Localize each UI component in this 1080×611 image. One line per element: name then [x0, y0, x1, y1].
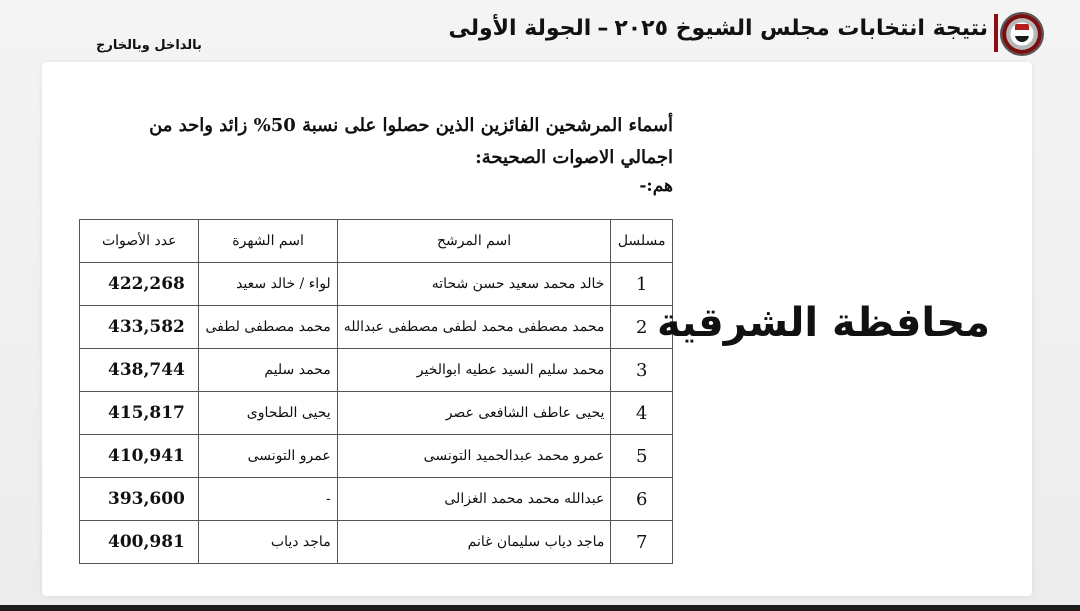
egypt-emblem-icon	[1002, 14, 1042, 54]
governorate-heading: محافظة الشرقية	[656, 300, 990, 346]
header-tagline: بالداخل وبالخارج	[96, 38, 202, 53]
cell-candidate-name: محمد مصطفى محمد لطفى مصطفى عبدالله	[337, 306, 611, 349]
cell-alias: ماجد دياب	[199, 521, 337, 564]
cell-alias: لواء / خالد سعيد	[199, 263, 337, 306]
header-alias: اسم الشهرة	[199, 220, 337, 263]
header-accent-bar	[994, 14, 998, 52]
table-row	[80, 392, 673, 435]
intro-sub-text: هم:-	[639, 176, 673, 196]
cell-alias: يحيى الطحاوى	[199, 392, 337, 435]
cell-serial: 4	[611, 392, 673, 435]
header-votes: عدد الأصوات	[80, 220, 199, 263]
table-row	[80, 263, 673, 306]
title-separator: –	[597, 16, 609, 41]
winners-table	[79, 219, 673, 564]
cell-candidate-name: عمرو محمد عبدالحميد التونسى	[337, 435, 611, 478]
page-title	[448, 16, 988, 41]
table-row	[80, 478, 673, 521]
table-row	[80, 306, 673, 349]
table-row	[80, 349, 673, 392]
cell-votes: 393,600	[80, 478, 199, 521]
cell-candidate-name: عبدالله محمد محمد الغزالى	[337, 478, 611, 521]
cell-serial: 1	[611, 263, 673, 306]
cell-votes: 433,582	[80, 306, 199, 349]
bottom-edge	[0, 605, 1080, 611]
cell-votes: 400,981	[80, 521, 199, 564]
cell-serial: 7	[611, 521, 673, 564]
cell-alias: محمد سليم	[199, 349, 337, 392]
cell-candidate-name: محمد سليم السيد عطيه ابوالخير	[337, 349, 611, 392]
cell-votes: 422,268	[80, 263, 199, 306]
cell-votes: 415,817	[80, 392, 199, 435]
cell-serial: 3	[611, 349, 673, 392]
table-row	[80, 435, 673, 478]
cell-serial: 5	[611, 435, 673, 478]
cell-votes: 438,744	[80, 349, 199, 392]
cell-votes: 410,941	[80, 435, 199, 478]
slide-header	[0, 0, 1080, 68]
cell-alias: -	[199, 478, 337, 521]
intro-text: أسماء المرشحين الفائزين الذين حصلوا على نسبة 50% زائد واحد من اجمالي الاصوات الصحيحة:	[149, 115, 673, 168]
title-main: نتيجة انتخابات مجلس الشيوخ ٢٠٢٥	[614, 16, 988, 41]
cell-candidate-name: يحيى عاطف الشافعى عصر	[337, 392, 611, 435]
cell-candidate-name: خالد محمد سعيد حسن شحاته	[337, 263, 611, 306]
header-candidate-name: اسم المرشح	[337, 220, 611, 263]
header-serial: مسلسل	[611, 220, 673, 263]
cell-alias: عمرو التونسى	[199, 435, 337, 478]
cell-alias: محمد مصطفى لطفى	[199, 306, 337, 349]
table-header-row	[80, 220, 673, 263]
cell-serial: 6	[611, 478, 673, 521]
title-round: الجولة الأولى	[448, 16, 592, 41]
cell-serial: 2	[611, 306, 673, 349]
cell-candidate-name: ماجد دياب سليمان غانم	[337, 521, 611, 564]
table-row	[80, 521, 673, 564]
